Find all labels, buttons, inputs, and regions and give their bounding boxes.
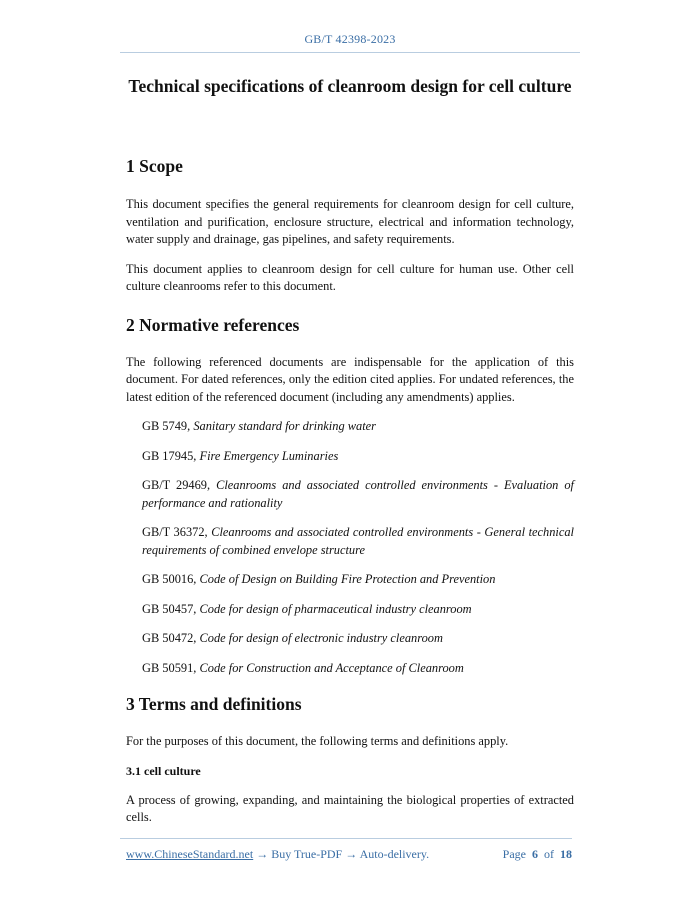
footer-promo-text: → Buy True-PDF → Auto-delivery. — [253, 847, 430, 861]
reference-item — [142, 630, 574, 648]
reference-code: GB 50016, — [142, 572, 197, 586]
reference-item — [142, 660, 574, 678]
term-3-1-definition: A process of growing, expanding, and maintaining the biological properties of extracted cells. — [126, 792, 574, 824]
reference-item — [142, 418, 574, 436]
reference-code: GB/T 29469, — [142, 478, 211, 492]
reference-title: Code of Design on Building Fire Protection and Prevention — [199, 572, 496, 586]
page-number — [503, 847, 572, 862]
reference-code: GB/T 36372, — [142, 525, 208, 539]
reference-title: Sanitary standard for drinking water — [193, 419, 376, 433]
reference-item — [142, 571, 574, 589]
reference-code: GB 50472, — [142, 631, 197, 645]
reference-item — [142, 448, 574, 466]
reference-item — [142, 477, 574, 512]
normative-intro-paragraph: The following referenced documents are indispensable for the application of this document. For dated references, only the edition cited applies. For undated references, the latest edition of the referenced document (including any amendments) applies. — [126, 354, 574, 404]
reference-title: Cleanrooms and associated controlled environments - Evaluation of performance and rationality — [142, 478, 574, 510]
footer-divider — [120, 838, 572, 839]
reference-code: GB 50591, — [142, 660, 197, 675]
document-body — [126, 154, 574, 827]
scope-paragraph-1: This document specifies the general requirements for cleanroom design for cell culture, ventilation and purification, enclosure structure, electrical and information technology, water supply and drainage, gas pipelines, and safety requirements. — [126, 197, 574, 246]
header-divider — [120, 52, 580, 53]
document-title: Technical specifications of cleanroom design for cell culture — [128, 76, 572, 96]
reference-title: Fire Emergency Luminaries — [199, 448, 339, 463]
reference-title: Code for Construction and Acceptance of Cleanroom — [199, 660, 464, 675]
section-2-heading: 2 Normative references — [126, 314, 300, 335]
page-footer — [126, 847, 572, 862]
standard-code-header: GB/T 42398-2023 — [304, 32, 396, 46]
page-total: 18 — [560, 847, 572, 861]
page-label: Page — [502, 847, 526, 861]
reference-title: Code for design of electronic industry cleanroom — [199, 631, 443, 645]
scope-paragraph-2: This document applies to cleanroom design for cell culture for human use. Other cell culture cleanrooms refer to this document. — [126, 261, 574, 293]
reference-title: Code for design of pharmaceutical industry cleanroom — [199, 601, 472, 616]
reference-code: GB 17945, — [142, 448, 197, 463]
section-3-heading: 3 Terms and definitions — [126, 694, 302, 714]
page-current: 6 — [532, 847, 538, 861]
section-1-heading: 1 Scope — [126, 156, 183, 176]
term-3-1-heading: 3.1 cell culture — [126, 763, 201, 778]
reference-item — [142, 524, 574, 559]
terms-intro-paragraph: For the purposes of this document, the following terms and definitions apply. — [126, 734, 509, 748]
chinesestandard-link[interactable]: www.ChineseStandard.net — [126, 847, 254, 861]
reference-code: GB 5749, — [142, 419, 191, 433]
reference-item — [142, 601, 574, 619]
page-of-label: of — [544, 847, 554, 861]
reference-title: Cleanrooms and associated controlled environments - General technical requirements of combined envelope structure — [142, 525, 575, 557]
reference-code: GB 50457, — [142, 601, 197, 616]
